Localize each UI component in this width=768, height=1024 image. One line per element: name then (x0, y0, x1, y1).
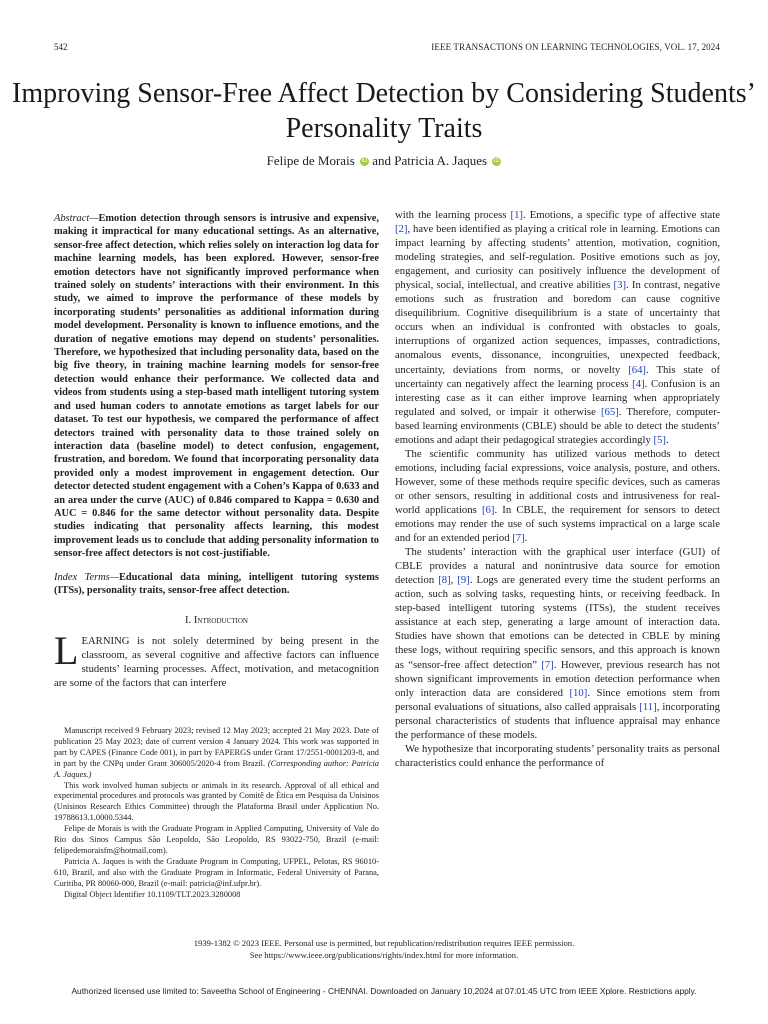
author-conjunction: and (372, 153, 392, 168)
citation-link[interactable]: [2] (395, 223, 408, 236)
ethics-footnote: This work involved human subjects or animals in its research. Approval of all ethical and experimental procedures and protocols was granted by Comitê de Ética em Pesquisa da Unisinos (Unisinos Research Ethics Committee) through the Plataforma Brasil under Application No. 19788613.1.0000.5344. (54, 780, 379, 823)
abstract-label: Abstract— (54, 213, 99, 224)
intro-text: is not solely determined by being present in the classroom, as several cognitive and affective factors can influence students’ learning processes. Affect, motivation, and metacognition are some of the factors that can interfere (54, 634, 379, 689)
body-paragraph: The students’ interaction with the graphical user interface (GUI) of CBLE provides a natural and nonintrusive data source for emotion detection [8], [9]. Logs are generated every time the student performs an action, such as solving tasks, requesting hints, or receiving feedback. In step-based intelligent tutoring systems (ITSs), the student receives assistance at each step, generating a large amount of interaction data. Studies have shown that emotions can be detected in CBLE by mining these logs, without requiring specific sensors, and this approach is known as “sensor-free affect detection” [7]. However, previous research has not shown significant improvements in emotion detection performance when only interaction data are considered [10]. Since emotions stem from personal evaluations of situations, also called appraisals [11], incorporating personal characteristics of students that influence appraisal may enhance the performance of these models. (395, 546, 721, 741)
authorized-use-banner: Authorized licensed use limited to: Saveetha School of Engineering - CHENNAI. Downloaded on January 10,2024 at 07:01:45 UTC from IEEE Xplore. Restrictions apply. (71, 986, 697, 996)
page-number: 542 (54, 42, 68, 52)
citation-link[interactable]: [65] (600, 405, 619, 418)
index-terms-text: Educational data mining, intelligent tutoring systems (ITSs), personality traits, sensor-free affect detection. (54, 571, 379, 596)
body-paragraph: We hypothesize that incorporating students’ personality traits as personal characteristics could enhance the performance of (395, 742, 720, 769)
citation-link[interactable]: [3] (613, 279, 627, 292)
drop-cap: L (54, 627, 79, 673)
citation-link[interactable]: [8] (438, 574, 451, 587)
orcid-icon[interactable]: iD (361, 158, 368, 164)
manuscript-footnote (54, 726, 379, 781)
citation-link[interactable]: [4] (632, 377, 645, 390)
body-paragraph: with the learning process [1]. Emotions, a specific type of affective state [2], have been identified as playing a critical role in learning. Emotions can impact learning by affecting students’ attention, motivation, cognition, modeling strategies, and self-regulation. Positive emotions such as joy, engagement, and curiosity can positively influence the development of physical, social, intellectual, and creative abilities [3]. In contrast, negative emotions such as frustration and boredom can cause cognitive disequilibrium. Cognitive disequilibrium is a state of uncertainty that occurs when an individual is confronted with obstacles to goals, interruptions of organized action sequences, impasses, contradictions, anomalous events, dissonance, incongruities, unexpected feedback, uncertainty, deviations from norms, or novelty [64]. This state of uncertainty can negatively affect the learning process [4]. Confusion is an interesting case as it can either improve learning when appropriately regulated and solved, or impair it otherwise [65]. Therefore, computer-based learning environments (CBLE) should be able to detect the students’ emotions and adapt their pedagogical strategies accordingly [5]. (395, 209, 721, 446)
copyright-notice (0, 938, 768, 961)
orcid-icon[interactable]: iD (493, 158, 500, 164)
citation-link[interactable]: [5] (653, 433, 666, 446)
abstract-text: Emotion detection through sensors is intrusive and expensive, making it impractical for many educational settings. As an alternative, sensor-free affect detection, which relies solely on interaction log data for machine learning models, has been explored. However, sensor-free emotion detectors have not significantly improved performance when trained solely on students’ interactions with their environment. In this study, we aimed to improve the performance of these models by incorporating students’ personalities as additional information during model development. Personality is known to influence emotions, and the duration of negative emotions may depend on students’ personalities. Therefore, we hypothesized that including personality data, based on the big five theory, in training machine learning models for sensor-free detection would enhance their performance. We collected data and videos from students using a step-based math intelligent tutoring system and used human coders to annotate emotions as target labels for our dataset. To test our hypothesis, we compared the performance of affect detectors trained with personality data to those trained solely on interaction data (baseline model) to detect confusion, engagement, frustration, and boredom. We found that incorporating personality data provided only a modest improvement in engagement detection. Our detector detected student engagement with a Cohen’s Kappa of 0.633 and an area under the curve (AUC) of 0.846 compared to Kappa = 0.630 and AUC = 0.846 for the same detector without personality data. Despite studies indicating that personality affects learning, this modest improvement leads us to conclude that adding personality information to sensor-free affect detectors is not cost-justifiable. (54, 213, 379, 560)
citation-link[interactable]: [64] (628, 363, 646, 376)
paper-title: Improving Sensor-Free Affect Detection by Considering Students’ Personality Traits (12, 78, 756, 144)
running-header: IEEE TRANSACTIONS ON LEARNING TECHNOLOGIES, VOL. 17, 2024 (431, 42, 720, 52)
citation-link[interactable]: [1] (510, 209, 523, 221)
abstract (54, 212, 379, 561)
section-heading (54, 614, 379, 627)
author2-affiliation: Patricia A. Jaques is with the Graduate Program in Computing, UFPEL, Pelotas, RS 96010-610, Brazil, and also with the Graduate Program in Informatic, Federal University of Parana, Curitiba, PR 80060-000, Brazil (e-mail: patricia@inf.ufpr.br). (54, 856, 379, 888)
intro-paragraph (54, 627, 379, 690)
left-column (54, 212, 379, 690)
section-title: Introduction (193, 615, 248, 627)
citation-link[interactable]: [11] (639, 700, 657, 713)
doi-line: Digital Object Identifier 10.1109/TLT.2023.3280008 (64, 889, 241, 899)
index-terms (54, 571, 379, 598)
author1-affiliation: Felipe de Morais is with the Graduate Program in Applied Computing, University of Vale do Rio dos Sinos Campus São Leopoldo, São Leopoldo, RS 93022-750, Brazil (e-mail: felipedemoraisfm@hotmail.com). (54, 824, 379, 855)
index-terms-label: Index Terms— (54, 571, 119, 583)
footnote-text: Manuscript received 9 February 2023; revised 12 May 2023; accepted 21 May 2023. Date of publication 25 May 2023; date of current version 4 January 2024. This work was supported in part by CAPES (Finance Code 001), in part by FAPERGS under Grant 17/2551-0001203-8, and in part by the CNPq under Grant 306005/2020-4 from Brazil. (54, 726, 379, 768)
rights-url-line: See https://www.ieee.org/publications/rights/index.html for more information. (249, 949, 519, 960)
section-number: I. (185, 615, 192, 627)
author-name: Felipe de Morais (266, 153, 355, 168)
body-paragraph: The scientific community has utilized various methods to detect emotions, including facial expressions, voice analysis, posture, and others. However, some of these methods require specific devices, such as cameras or other sensors, resulting in additional costs and intrusiveness for real-world applications [6]. In CBLE, the requirement for sensors to detect emotions may render the use of such systems impractical on a large scale and for an extended period [7]. (395, 447, 720, 545)
citation-link[interactable]: [10] (569, 686, 588, 699)
right-column (395, 208, 720, 770)
corresponding-author: (Corresponding author: Patricia A. Jaques.) (54, 758, 379, 779)
citation-link[interactable]: [7] (541, 658, 554, 671)
first-word-rest: EARNING (81, 634, 130, 647)
author-name: Patricia A. Jaques (394, 153, 488, 168)
citation-link[interactable]: [7] (512, 532, 525, 545)
footnotes (54, 726, 379, 901)
copyright-line: 1939-1382 © 2023 IEEE. Personal use is permitted, but republication/redistribution requires IEEE permission. (193, 938, 575, 948)
citation-link[interactable]: [9] (457, 574, 470, 587)
author-line (0, 153, 768, 169)
citation-link[interactable]: [6] (481, 503, 495, 516)
